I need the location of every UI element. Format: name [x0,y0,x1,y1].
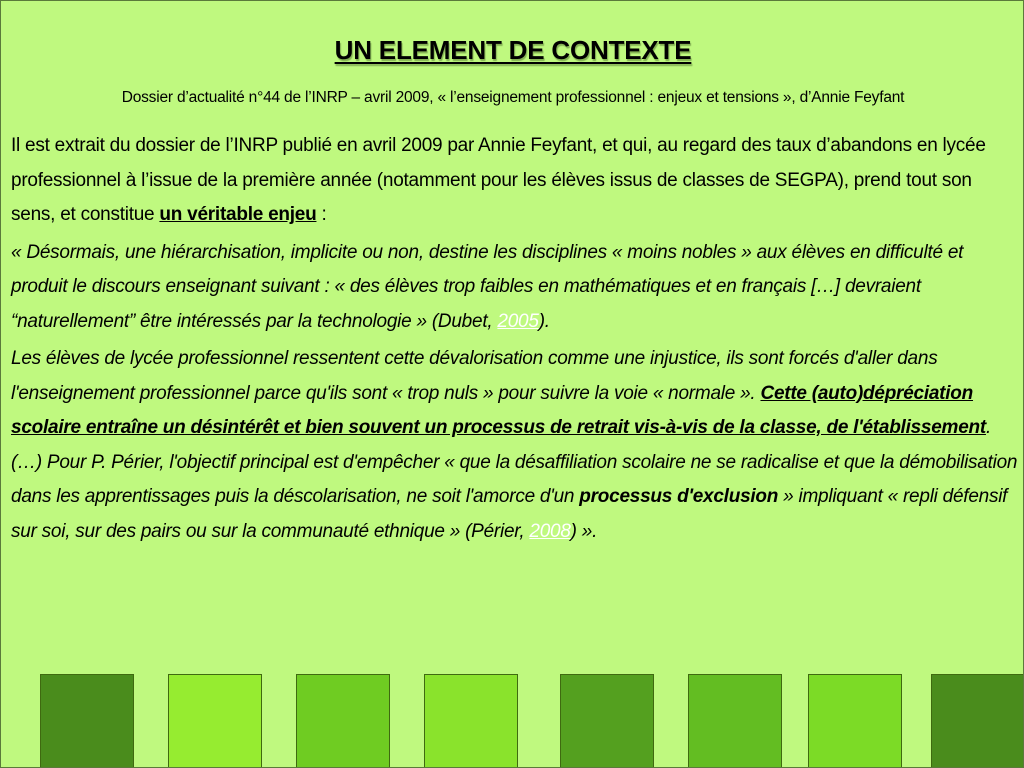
decor-square-7 [808,674,902,768]
slide-title: UN ELEMENT DE CONTEXTE [334,35,692,65]
quote-perier-text3: » impliquant « repli défensif sur soi, sur des pairs ou sur la communauté ethnique » (Périer, [11,486,1008,542]
decor-square-1 [40,674,134,768]
citation-link-2005[interactable]: 2005 [497,310,539,332]
quote-perier-bold: processus d'exclusion [579,486,779,507]
quote-perier-text: Les élèves de lycée professionnel ressentent cette dévalorisation comme une injustice, ils sont forcés d'aller dans l'enseignement professionnel parce qu'ils sont « trop nuls » pour suivre la voie « normale ». [11,348,938,404]
decor-square-8 [931,674,1024,768]
quote-dubet-end: ). [538,310,550,332]
decor-square-2 [168,674,262,768]
decor-square-6 [688,674,782,768]
paragraph-context-text: Il est extrait du dossier de l’INRP publié en avril 2009 par Annie Feyfant, et qui, au regard des taux d’abandons en lycée professionnel à l’issue de la première année (notamment pour les élèves issus de classes de SEGPA), prend tout son sens, et constitue [11,135,986,225]
quote-dubet-text: « Désormais, une hiérarchisation, implicite ou non, destine les disciplines « moins nobles » aux élèves en difficulté et produit le discours enseignant suivant : « des élèves trop faibles en mathématiques et en français […] devraient “naturellement” être intéressés par la technologie » (Dubet, [11,241,964,332]
citation-link-2008[interactable]: 2008 [529,520,571,542]
paragraph-context-emphasis: un véritable enjeu [159,204,317,225]
decor-square-3 [296,674,390,768]
decor-square-5 [560,674,654,768]
quote-perier-text2: . (…) Pour P. Périer, l'objectif principal est d'empêcher « que la désaffiliation scolaire ne se radicalise et que la démobilisation dans les apprentissages puis la déscolarisation, ne soit l'amorce d'un [11,417,1018,507]
slide-body [11,129,1019,552]
decorative-squares [1,674,1024,768]
decor-square-4 [424,674,518,768]
quote-perier-end: ) ». [570,520,598,542]
quote-perier-emphasis: Cette (auto)dépréciation scolaire entraîne un désintérêt et bien souvent un processus de retrait vis-à-vis de la classe, de l'établissement [11,382,986,438]
slide-subtitle: Dossier d’actualité n°44 de l’INRP – avril 2009, « l’enseignement professionnel : enjeux et tensions », d’Annie Feyfant [121,89,905,106]
quote-perier [11,342,1019,549]
quote-dubet [11,236,1019,340]
paragraph-context [11,129,1019,233]
paragraph-context-end: : [316,204,327,225]
